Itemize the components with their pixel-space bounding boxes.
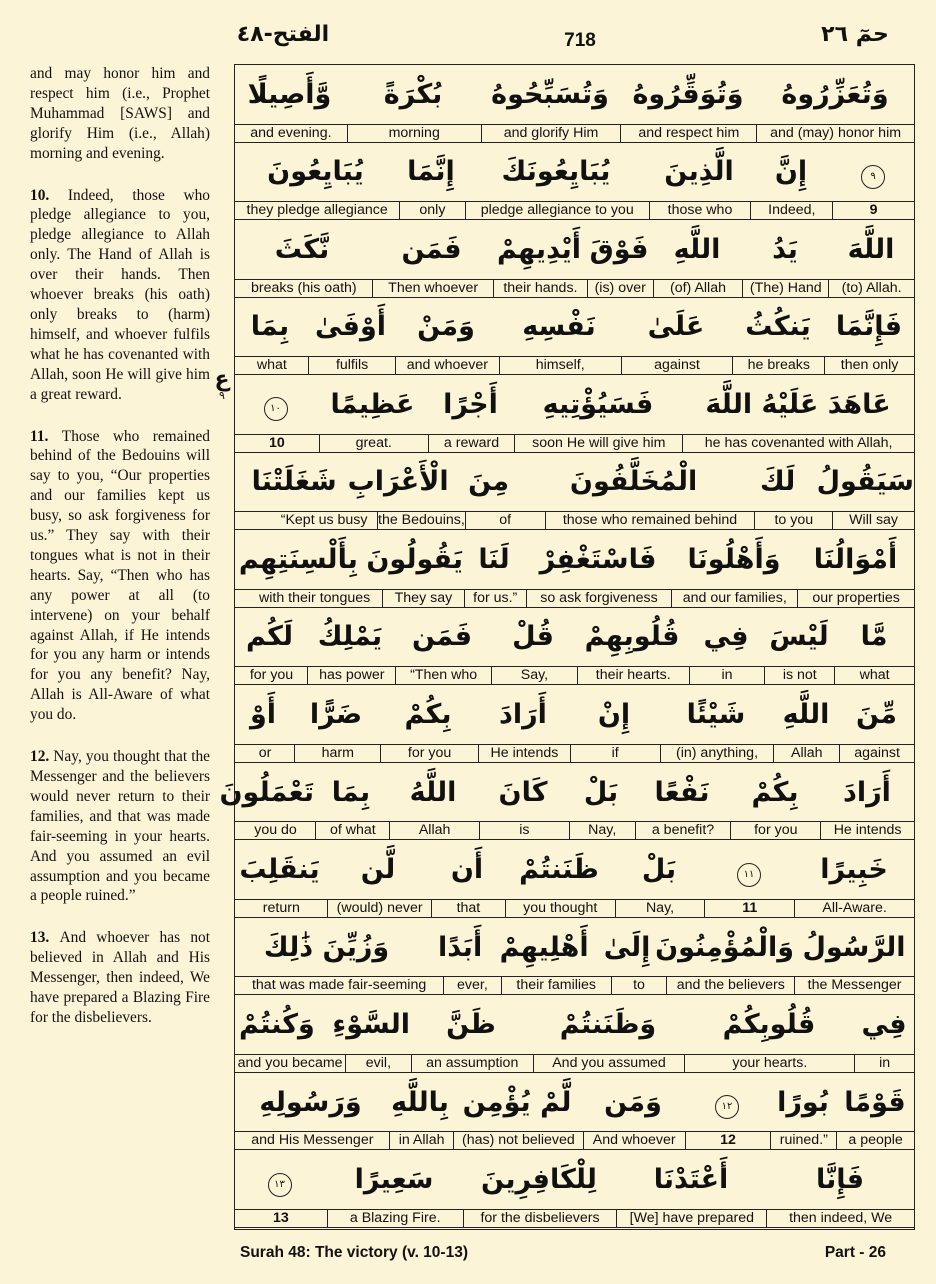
arabic-word: وَالْمُؤْمِنُونَ [655, 931, 794, 963]
arabic-line [235, 685, 914, 744]
english-gloss: he has covenanted with Allah, [682, 435, 914, 452]
english-gloss: a benefit? [635, 822, 731, 839]
grid-row [219, 763, 914, 841]
ayah-number-marker: ١٢ [684, 1085, 770, 1119]
english-gloss: what [256, 357, 287, 374]
grid-row [235, 685, 914, 763]
english-line [235, 821, 914, 840]
arabic-word: الْمُخَلَّفُونَ [569, 466, 698, 498]
verse-number: 13. [30, 929, 60, 947]
arabic-word: فَوْقَ [589, 233, 649, 265]
arabic-word: اللَّهِ [673, 233, 721, 265]
english-gloss: And you assumed [533, 1055, 685, 1072]
arabic-word: ظَنَّ [446, 1009, 496, 1041]
ayah-number-marker: ٩ [832, 155, 914, 189]
arabic-word: يَدُ [772, 233, 798, 265]
english-gloss: or [258, 744, 272, 761]
arabic-word: يَقُولُونَ [366, 543, 463, 575]
arabic-word: أَبَدًا [437, 931, 483, 963]
arabic-word: عَاهَدَ عَلَيْهُ اللَّهَ [705, 388, 891, 420]
arabic-word: لَّمْ يُؤْمِن [462, 1086, 572, 1118]
arabic-word: أَوْفَىٰ [314, 311, 387, 343]
english-gloss: (The) Hand [742, 280, 828, 297]
verse-number-cell: 9 [832, 202, 914, 219]
english-gloss: for the disbelievers [463, 1210, 617, 1227]
arabic-word: الَّذِينَ [664, 156, 734, 188]
grid-row [235, 840, 914, 918]
english-gloss: their families [501, 977, 611, 994]
english-line [235, 279, 914, 298]
english-gloss: for you [380, 745, 478, 762]
arabic-word: أَعْتَدْنَا [653, 1164, 729, 1196]
english-gloss: himself, [499, 357, 621, 374]
english-gloss: they pledge allegiance [246, 202, 388, 219]
english-gloss: fulfils [308, 357, 395, 374]
english-line [235, 124, 914, 143]
english-gloss: if [570, 745, 660, 762]
arabic-word: ضَرًّا [309, 699, 363, 731]
translation-paragraph [30, 186, 210, 405]
arabic-word: شَغَلَتْنَا [251, 466, 337, 498]
arabic-word: قُلُوبِكُمْ [722, 1009, 816, 1041]
english-gloss: and you became [237, 1054, 343, 1071]
english-gloss: Then whoever [372, 280, 493, 297]
english-line [235, 1131, 914, 1150]
english-gloss: those who [649, 202, 751, 219]
ayah-number-marker: ١٣ [233, 1163, 326, 1197]
arabic-word: لِلْكَافِرِينَ [481, 1164, 597, 1196]
english-gloss: of [465, 512, 545, 529]
arabic-word: وَمَن [604, 1086, 662, 1118]
arabic-word: فَمَن [411, 621, 473, 653]
english-gloss: and whoever [395, 357, 499, 374]
english-gloss: for you [249, 667, 294, 684]
arabic-word: أَجْرًا [443, 388, 498, 420]
english-gloss: a people [836, 1132, 914, 1149]
arabic-word: وَتُوَقِّرُوهُ [632, 78, 744, 110]
arabic-word: إِنْ [597, 699, 631, 731]
arabic-word: فَإِنَّا [815, 1164, 865, 1196]
english-gloss: return [262, 899, 300, 916]
english-gloss: (in) anything, [660, 745, 774, 762]
translation-text: And whoever has not believed in Allah and His Messenger, then indeed, We have prepared a Blazing Fire for the disbelievers. [30, 929, 210, 1026]
english-gloss: to [611, 977, 667, 994]
arabic-word: يُبَايِعُونَ [267, 156, 364, 188]
english-gloss: our properties [797, 590, 914, 607]
grid-row [235, 918, 914, 996]
english-gloss: Nay, [569, 822, 635, 839]
translation-paragraph [30, 64, 210, 164]
english-gloss: only [399, 202, 465, 219]
arabic-word: أَمْوَالُنَا [813, 543, 898, 575]
english-line [235, 201, 914, 220]
grid-row [235, 530, 914, 608]
english-line [235, 1209, 914, 1228]
english-gloss: against [621, 357, 733, 374]
english-gloss: you do [254, 822, 297, 839]
page-number: 718 [564, 30, 596, 51]
english-gloss: in Allah [389, 1132, 453, 1149]
surah-title: Surah 48: The victory (v. 10-13) [240, 1244, 468, 1261]
arabic-line [235, 65, 914, 124]
english-gloss: that was made fair-seeming [251, 977, 427, 994]
english-gloss: in [854, 1055, 914, 1072]
grid-row [235, 375, 914, 453]
arabic-word: يُبَايِعُونَكَ [501, 156, 611, 188]
english-gloss: (would) never [327, 900, 431, 917]
verse-number-cell: 12 [685, 1132, 771, 1149]
english-gloss: for you [730, 822, 820, 839]
arabic-word: وَتُعَزِّرُوهُ [781, 78, 889, 110]
english-line [235, 666, 914, 685]
grid-row [235, 1073, 914, 1151]
arabic-word: اللَّهُ [409, 776, 457, 808]
part-name-arabic: حمٓ ٢٦ [821, 22, 889, 47]
arabic-word: فَمَن [401, 233, 462, 265]
english-gloss: what [834, 667, 914, 684]
arabic-line [235, 453, 914, 512]
translation-text: Those who remained behind of the Bedouins will say to you, “Our properties and our families kept us busy, so ask forgiveness for us.” They say with their tongues what is not in their hearts. Say, “Then who has any power at all (to intervene) on your behalf against Allah, if He intends for you any harm or intends for you any benefit? Nay, Allah is All-Aware of what you do. [30, 427, 210, 724]
arabic-word: نَفْسِهِ [522, 311, 596, 343]
english-gloss: their hearts. [577, 667, 689, 684]
english-gloss: then indeed, We [766, 1210, 914, 1227]
grid-row [235, 143, 914, 221]
english-gloss: He intends [820, 822, 914, 839]
arabic-word: اللَّهَ [847, 233, 895, 265]
english-gloss: with their tongues [259, 589, 371, 606]
arabic-word: عَظِيمًا [330, 388, 415, 420]
arabic-word: وَأَهْلُونَا [687, 543, 781, 575]
english-gloss: against [839, 745, 914, 762]
english-gloss: he breaks [732, 357, 824, 374]
arabic-word: يَنكُثُ [745, 311, 811, 343]
arabic-word: قَوْمًا [844, 1086, 906, 1118]
english-gloss: pledge allegiance to you [465, 202, 649, 219]
arabic-word: وَظَنَنتُمْ [559, 1009, 657, 1041]
arabic-line [235, 608, 914, 667]
english-gloss: in [689, 667, 765, 684]
english-gloss: and our families, [671, 590, 797, 607]
arabic-word: شَيْئًا [686, 699, 746, 731]
arabic-word: مِنَ [468, 466, 510, 498]
ruku-glyph: ع [214, 367, 230, 392]
arabic-word: لَّن [360, 854, 396, 886]
arabic-word: بُكْرَةً [383, 78, 443, 110]
english-gloss: so ask forgiveness [526, 590, 672, 607]
arabic-word: فِي [703, 621, 749, 653]
arabic-word: الْأَعْرَابِ [347, 466, 449, 498]
english-gloss: (is) over [587, 280, 653, 297]
english-gloss: and glorify Him [481, 125, 621, 142]
english-gloss: and the believers [666, 977, 794, 994]
arabic-word: لَنَا [478, 543, 510, 575]
word-by-word-grid [219, 64, 915, 1230]
english-gloss: is [479, 822, 569, 839]
english-gloss: the Messenger [794, 977, 914, 994]
english-gloss: (has) not believed [453, 1132, 583, 1149]
arabic-word: السَّوْءِ [332, 1009, 410, 1041]
ayah-number-marker: ١٠ [233, 387, 318, 421]
verse-number-cell: 10 [269, 434, 285, 451]
english-gloss: [We] have prepared [616, 1210, 766, 1227]
english-gloss: Say, [491, 667, 577, 684]
grid-row [235, 65, 914, 143]
english-gloss: “Kept us busy [280, 512, 368, 529]
verse-number: 11. [30, 427, 62, 445]
arabic-word: بَلْ [583, 776, 619, 808]
arabic-word: فَسَيُؤْتِيهِ [542, 388, 654, 420]
arabic-word: تَعْمَلُونَ [219, 776, 314, 808]
arabic-word: بِكُمْ [404, 699, 452, 731]
grid-row [235, 1150, 914, 1228]
grid-row [235, 220, 914, 298]
arabic-line [235, 1150, 914, 1209]
ayah-number-marker: ١١ [704, 853, 794, 887]
verse-number-cell: 11 [704, 900, 794, 917]
english-gloss: great. [319, 435, 428, 452]
translation-paragraph [30, 427, 210, 726]
english-gloss: soon He will give him [514, 435, 682, 452]
english-gloss: that [431, 900, 505, 917]
arabic-word: وَكُنتُمْ [239, 1009, 315, 1041]
english-gloss: ruined.” [770, 1132, 836, 1149]
arabic-word: قُلُوبِهِمْ [584, 621, 680, 653]
english-gloss: the Bedouins, [378, 512, 465, 529]
arabic-word: وَّأَصِيلًا [247, 78, 332, 110]
english-gloss: has power [307, 667, 395, 684]
english-gloss: harm [294, 745, 380, 762]
arabic-word: إِنَّ [774, 156, 808, 188]
english-gloss: your hearts. [684, 1055, 854, 1072]
english-gloss: Will say [832, 512, 914, 529]
arabic-line [235, 143, 914, 202]
english-gloss: (of) Allah [653, 280, 743, 297]
english-gloss: (to) Allah. [828, 280, 914, 297]
grid-row [235, 453, 914, 531]
english-gloss: a Blazing Fire. [327, 1210, 463, 1227]
arabic-word: سَيَقُولُ [816, 466, 914, 498]
english-line [235, 1054, 914, 1073]
verse-number: 12. [30, 748, 54, 766]
arabic-word: الرَّسُولُ [802, 931, 906, 963]
arabic-line [235, 220, 914, 279]
arabic-word: نَّكَثَ [274, 233, 330, 265]
english-line [235, 356, 914, 375]
translation-text: Nay, you thought that the Messenger and the believers would never return to their families, and that was made fair-seeming in your hearts. And you assumed an evil assumption and you became a people ruined.” [30, 748, 210, 905]
ruku-mark [211, 367, 233, 402]
english-gloss: a reward [428, 435, 515, 452]
english-gloss: Allah [773, 745, 839, 762]
arabic-word: أَرَادَ [499, 699, 547, 731]
surah-name-arabic: الفتح-٤٨ [236, 22, 330, 47]
arabic-line [235, 375, 914, 434]
english-gloss: and His Messenger [251, 1132, 374, 1149]
english-gloss: Nay, [615, 900, 705, 917]
english-gloss: those who remained behind [545, 512, 755, 529]
english-gloss: Indeed, [750, 202, 832, 219]
part-label: Part - 26 [824, 1244, 886, 1261]
arabic-word: إِلَىٰ [603, 931, 651, 963]
translation-column [30, 64, 210, 1050]
translation-text: and may honor him and respect him (i.e., Prophet Muhammad [SAWS] and glorify Him (i.e., Allah) morning and evening. [30, 65, 210, 162]
english-gloss: breaks (his oath) [250, 279, 357, 296]
arabic-word: عَلَىٰ [647, 311, 705, 343]
english-gloss: and evening. [250, 124, 332, 141]
english-gloss: They say [382, 590, 464, 607]
arabic-word: يَنقَلِبَ [239, 854, 320, 886]
arabic-word: لَكَ [759, 466, 796, 498]
arabic-line [235, 1073, 914, 1132]
english-line [235, 589, 914, 608]
english-gloss: for us.” [464, 590, 526, 607]
arabic-word: سَعِيرًا [354, 1164, 434, 1196]
arabic-line [235, 840, 914, 899]
english-line [235, 744, 914, 763]
english-gloss: All-Aware. [794, 900, 914, 917]
arabic-word: فِي [861, 1009, 907, 1041]
arabic-line [235, 298, 914, 357]
arabic-word: يَمْلِكُ [317, 621, 383, 653]
arabic-word: أَن [450, 854, 484, 886]
arabic-word: لَيْسَ [769, 621, 829, 653]
english-gloss: an assumption [411, 1055, 533, 1072]
english-gloss: He intends [478, 745, 570, 762]
arabic-line [235, 530, 914, 589]
translation-text: Indeed, those who pledge allegiance to you, pledge allegiance to Allah only. The Hand of Allah is over their hands. Then whoever breaks (his oath) only breaks to (harm) himself, and whoever fulfils what he has covenanted with Allah, soon He will give him a great reward. [30, 186, 210, 403]
arabic-word: أَرَادَ [843, 776, 891, 808]
grid-row [235, 995, 914, 1073]
arabic-word: فَإِنَّمَا [835, 311, 903, 343]
arabic-word: بِكُمْ [751, 776, 799, 808]
arabic-word: وَرَسُولِهِ [259, 1086, 362, 1118]
english-line [235, 899, 914, 918]
arabic-line [235, 918, 914, 977]
english-gloss: then only [824, 357, 914, 374]
arabic-word: بِمَا [250, 311, 290, 343]
arabic-word: قُلْ [512, 621, 554, 653]
arabic-word: بَلْ [641, 854, 677, 886]
arabic-word: بِاللَّهِ [391, 1086, 449, 1118]
english-line [235, 511, 914, 530]
english-gloss: and respect him [620, 125, 756, 142]
english-gloss: you thought [505, 900, 615, 917]
arabic-word: إِنَّمَا [407, 156, 455, 188]
english-gloss: “Then who [395, 667, 491, 684]
arabic-word: اللَّهِ [782, 699, 830, 731]
grid-row [235, 608, 914, 686]
arabic-word: فَاسْتَغْفِرْ [539, 543, 657, 575]
english-line [235, 976, 914, 995]
arabic-word: أَوْ [249, 699, 277, 731]
arabic-line [219, 763, 914, 822]
arabic-word: ظَنَنتُمْ [519, 854, 599, 886]
english-gloss: ever, [443, 977, 501, 994]
english-gloss: And whoever [583, 1132, 685, 1149]
arabic-word: بِمَا [331, 776, 371, 808]
english-gloss: evil, [345, 1055, 411, 1072]
arabic-word: أَيْدِيهِمْ [496, 233, 582, 265]
english-gloss: of what [315, 822, 389, 839]
english-gloss: their hands. [493, 280, 587, 297]
arabic-word: بِأَلْسِنَتِهِم [238, 543, 358, 575]
english-gloss: and (may) honor him [756, 125, 914, 142]
arabic-word: لَكُم [245, 621, 293, 653]
arabic-word: مَّا [860, 621, 888, 653]
arabic-word: خَبِيرًا [820, 854, 888, 886]
translation-paragraph [30, 928, 210, 1028]
arabic-word: وَمَنْ [417, 311, 475, 343]
arabic-word: أَهْلِيهِمْ [499, 931, 589, 963]
english-gloss: to you [754, 512, 832, 529]
arabic-word: وَتُسَبِّحُوهُ [491, 78, 609, 110]
ruku-number: ٩ [219, 389, 225, 402]
english-gloss: morning [347, 125, 481, 142]
arabic-word: مِّنَ [855, 699, 897, 731]
arabic-word: وَزُيِّنَ ذَٰلِكَ [263, 931, 390, 963]
arabic-word: نَفْعًا [654, 776, 710, 808]
english-gloss: is not [764, 667, 834, 684]
english-gloss: Allah [389, 822, 479, 839]
verse-number: 10. [30, 186, 68, 204]
arabic-word: كَانَ [498, 776, 548, 808]
english-line [235, 434, 914, 453]
arabic-line [235, 995, 914, 1054]
translation-paragraph [30, 747, 210, 906]
verse-number-cell: 13 [273, 1209, 289, 1226]
grid-row [235, 298, 914, 376]
arabic-word: بُورًا [777, 1086, 829, 1118]
